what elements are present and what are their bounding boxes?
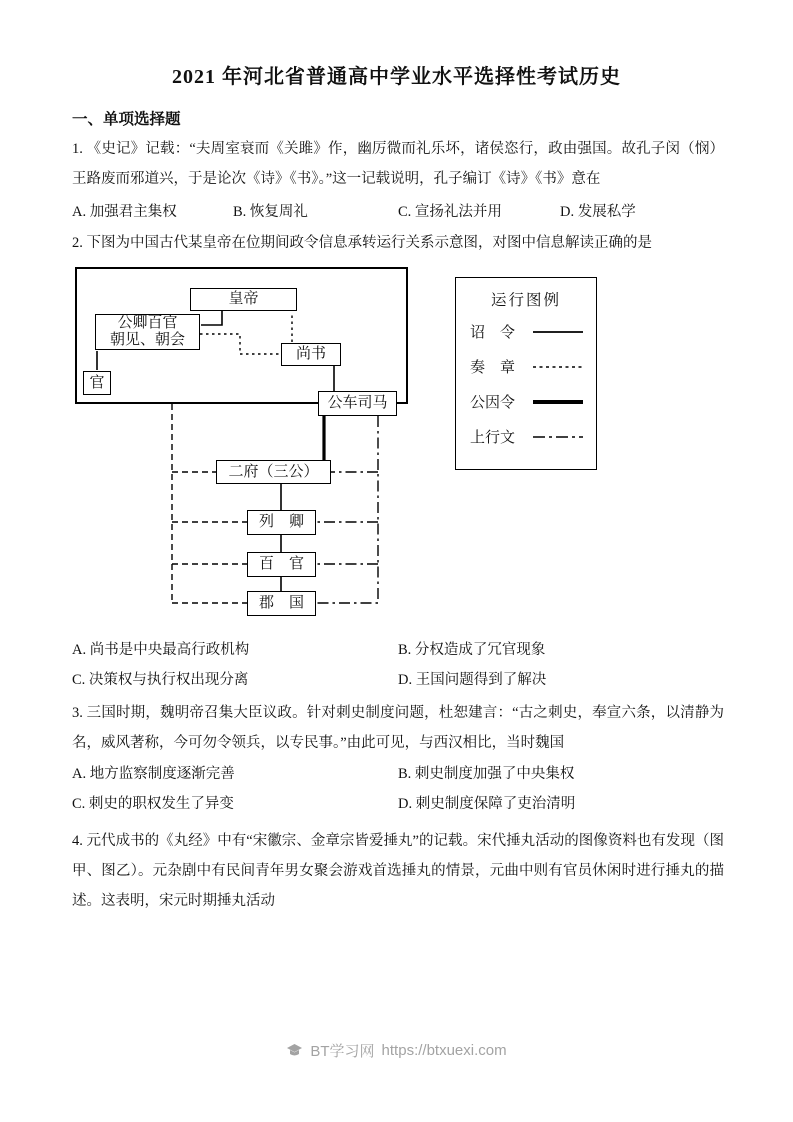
diagram-box-emperor	[190, 288, 297, 311]
q2-diagram	[72, 262, 612, 624]
legend-label-edict: 诏 令	[470, 325, 516, 341]
legend-item-upward	[456, 419, 596, 454]
q3-stem: 3. 三国时期，魏明帝召集大臣议政。针对刺史制度问题，杜恕建言：“古之刺史，奉宣六条，以清静为名，威风著称，今可勿令领兵，以专民事。”由此可见，与西汉相比，当时魏国	[72, 705, 724, 751]
q2-stem: 2. 下图为中国古代某皇帝在位期间政令信息承转运行关系示意图，对图中信息解读正确的是	[72, 235, 652, 251]
legend-line-dashdot-icon	[532, 432, 584, 442]
site-logo-icon	[286, 1042, 303, 1059]
q2-option-a: A. 尚书是中央最高行政机构	[72, 642, 250, 658]
diagram-box-court-line1: 公卿百官	[117, 315, 178, 331]
footer-url[interactable]: https://btxuexi.com	[381, 1042, 507, 1059]
exam-title: 2021 年河北省普通高中学业水平选择性考试历史	[172, 66, 621, 88]
diagram-box-court-line2: 朝见、朝会	[109, 332, 185, 348]
legend-label-upward: 上行文	[470, 430, 516, 446]
diagram-box-gongchesima-label: 公车司马	[327, 395, 388, 411]
q3-option-b: B. 刺史制度加强了中央集权	[398, 766, 575, 782]
footer-watermark	[0, 1040, 793, 1061]
q3-option-a: A. 地方监察制度逐渐完善	[72, 766, 235, 782]
q4-stem: 4. 元代成书的《丸经》中有“宋徽宗、金章宗皆爱捶丸”的记载。宋代捶丸活动的图像资料也有发现（图甲、图乙）。元杂剧中有民间青年男女聚会游戏首选捶丸的情景，元曲中则有官员休闲时进行捶丸的描述。这表明，宋元时期捶丸活动	[72, 833, 724, 909]
q1-stem: 1. 《史记》记载：“夫周室衰而《关雎》作，幽厉微而礼乐坏，诸侯恣行，政由强国。故孔子闵（悯）王路废而邪道兴，于是论次《诗》《书》。”这一记载说明，孔子编订《诗》《书》意在	[72, 141, 724, 187]
q3-options-row-2	[72, 792, 724, 814]
legend-line-dashed-icon	[532, 362, 584, 372]
diagram-box-erfu-label: 二府（三公）	[228, 463, 319, 480]
q3-option-d: D. 刺史制度保障了吏治清明	[398, 796, 576, 812]
diagram-box-guan-label: 官	[89, 374, 105, 391]
legend-item-memorial	[456, 349, 596, 384]
diagram-box-junguo	[247, 591, 316, 616]
q1-option-a: A. 加强君主集权	[72, 204, 177, 220]
q3-options-row-1	[72, 762, 724, 784]
diagram-box-shangshu-label: 尚书	[295, 346, 326, 362]
q3-option-c: C. 刺史的职权发生了异变	[72, 796, 234, 812]
q2-option-c: C. 决策权与执行权出现分离	[72, 672, 249, 688]
legend-line-solid-icon	[532, 327, 584, 337]
section-heading: 一、单项选择题	[72, 111, 181, 128]
q2-options-row-1	[72, 638, 724, 660]
dashed-trunk-lines	[172, 404, 247, 603]
q2-option-b: B. 分权造成了冗官现象	[398, 642, 546, 658]
legend-line-thick-icon	[532, 397, 584, 407]
diagram-box-lieqing-label: 列 卿	[258, 514, 304, 530]
footer-site-name: BT学习网	[310, 1043, 375, 1060]
diagram-box-court	[95, 314, 200, 350]
q1-option-c: C. 宣扬礼法并用	[398, 204, 502, 220]
q1-options	[72, 200, 724, 222]
legend-item-gongyin	[456, 384, 596, 419]
diagram-box-baiguan-label: 百 官	[258, 556, 304, 572]
diagram-box-gongchesima	[318, 391, 397, 416]
diagram-box-lieqing	[247, 510, 316, 535]
legend-item-edict	[456, 314, 596, 349]
legend-label-memorial: 奏 章	[470, 360, 516, 376]
q2-options-row-2	[72, 668, 724, 690]
diagram-box-shangshu	[281, 343, 341, 366]
diagram-legend	[455, 277, 597, 470]
diagram-box-junguo-label: 郡 国	[258, 595, 304, 611]
legend-title: 运行图例	[490, 292, 561, 309]
diagram-box-emperor-label: 皇帝	[228, 291, 259, 307]
q2-option-d: D. 王国问题得到了解决	[398, 672, 547, 688]
q1-option-b: B. 恢复周礼	[233, 204, 308, 220]
diagram-box-guan	[83, 371, 111, 395]
legend-label-gongyin: 公因令	[470, 395, 516, 411]
diagram-box-erfu	[216, 460, 331, 484]
q1-option-d: D. 发展私学	[560, 204, 636, 220]
diagram-box-baiguan	[247, 552, 316, 577]
